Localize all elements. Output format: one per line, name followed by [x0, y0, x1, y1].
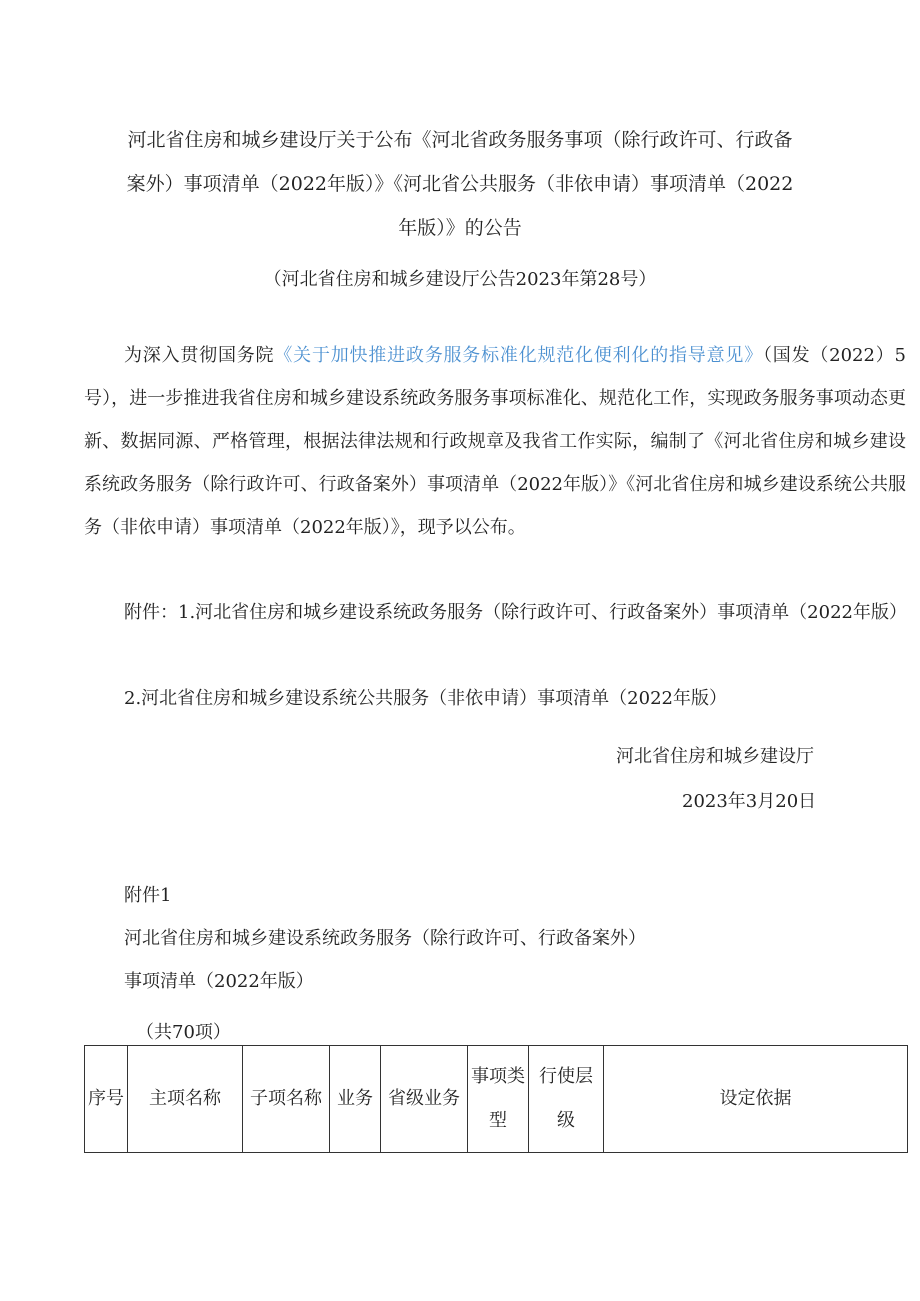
header-cell-business: 业务: [330, 1046, 381, 1153]
document-title: [110, 118, 810, 250]
item-count: （共70项）: [136, 1022, 231, 1043]
header-cell-provincial-business: 省级业务: [381, 1046, 468, 1153]
paragraph-rest: （国发（2022）5号），进一步推进我省住房和城乡建设系统政务服务事项标准化、规范化工作，实现政务服务事项动态更新、数据同源、严格管理，根据法律法规和行政规章及我省工作实际，编制了《河北省住房和城乡建设系统政务服务（除行政许可、行政备案外）事项清单（2022年版）》《河北省住房和城乡建设系统公共服务（非依申请）事项清单（2022年版）》，现予以公布。: [84, 345, 907, 538]
title-line-3: 年版）》的公告: [398, 217, 522, 239]
attachment-label: 附件1: [124, 885, 172, 906]
title-line-1: 河北省住房和城乡建设厅关于公布《河北省政务服务事项（除行政许可、行政备: [127, 129, 793, 151]
attachment-title-line-2: 事项清单（2022年版）: [124, 971, 314, 992]
attachment-title-line-1: 河北省住房和城乡建设系统政务服务（除行政许可、行政备案外）: [124, 928, 646, 949]
items-table: [84, 1045, 908, 1153]
guideline-link[interactable]: 《关于加快推进政务服务标准化规范化便利化的指导意见》: [274, 345, 763, 366]
header-cell-legal-basis: 设定依据: [604, 1046, 908, 1153]
table-header-row: [85, 1046, 908, 1153]
signature-date: 2023年3月20日: [682, 791, 817, 812]
header-cell-item-type: 事项类型: [468, 1046, 529, 1153]
body-paragraph-attachments: 附件：1.河北省住房和城乡建设系统政务服务（除行政许可、行政备案外）事项清单（2022年版）: [124, 602, 907, 623]
header-cell-exercise-level: 行使层级: [529, 1046, 604, 1153]
body-paragraph-attachment-2: 2.河北省住房和城乡建设系统公共服务（非依申请）事项清单（2022年版）: [124, 688, 727, 709]
header-cell-sub-item: 子项名称: [243, 1046, 330, 1153]
header-cell-index: 序号: [85, 1046, 128, 1153]
body-paragraph-1: [84, 334, 906, 549]
header-cell-main-item: 主项名称: [128, 1046, 243, 1153]
title-line-2: 案外）事项清单（2022年版）》《河北省公共服务（非依申请）事项清单（2022: [126, 173, 794, 195]
signature-org: 河北省住房和城乡建设厅: [616, 746, 814, 767]
paragraph-prefix: 为深入贯彻国务院: [124, 345, 275, 366]
announcement-number: （河北省住房和城乡建设厅公告2023年第28号）: [263, 269, 657, 290]
